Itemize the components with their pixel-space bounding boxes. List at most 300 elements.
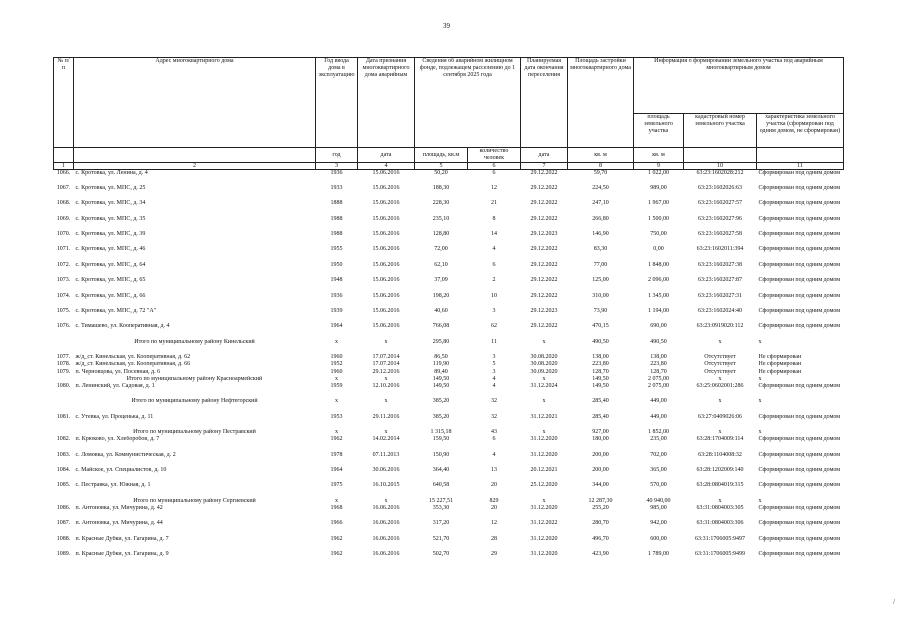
cell-addr: Итого по муниципальному району Нефтегорский: [131, 398, 258, 405]
cell-people: 4: [492, 375, 496, 382]
cell-cad: 63:23:1602027:58: [697, 231, 742, 238]
cell-year: х: [335, 338, 338, 345]
table-row: [54, 216, 844, 231]
cell-date: х: [384, 375, 388, 382]
cell-cad: 63:23:1602027:87: [697, 277, 742, 284]
cell-cad: Отсутствует: [704, 354, 736, 361]
cell-addr: с. Кротовка, ул. МПС, д. 65: [75, 277, 146, 284]
table-row: [54, 293, 844, 308]
cell-cad: х: [718, 375, 722, 382]
cell-cad: 63:23:0919020:112: [696, 323, 744, 330]
cell-plan: 31.12.2021: [530, 413, 558, 420]
cell-area: 15 227,51: [429, 497, 453, 504]
cell-addr: ж/д_ст. Кинельская, ул. Кооперативная, д. 66: [75, 361, 191, 368]
cell-people: 4: [492, 246, 496, 253]
cell-status: Не сформирован: [758, 361, 802, 368]
cell-n: 1082.: [56, 436, 71, 443]
cell-land: 989,00: [650, 184, 667, 191]
cell-n: 1067.: [56, 184, 71, 191]
cell-area: 198,20: [432, 292, 450, 299]
table-row: [54, 231, 844, 246]
cell-n: 1075.: [56, 308, 71, 315]
cell-addr: п. Антоновка, ул. Мичурина, д. 44: [75, 520, 163, 527]
cell-land: 138,00: [650, 354, 667, 361]
cell-plan: 30.08.2020: [530, 361, 558, 368]
cell-area: 364,40: [432, 467, 450, 474]
cell-people: 21: [491, 200, 497, 207]
table-total-row: [54, 429, 844, 436]
cell-date: 15.06.2016: [372, 200, 400, 207]
cell-status: х: [758, 338, 762, 345]
cell-people: 28: [491, 535, 497, 542]
cell-addr: п. Черновцова, ул. Посевная, д. 6: [75, 368, 161, 375]
cell-date: 29.12.2016: [372, 368, 400, 375]
cell-land: 2 075,00: [648, 375, 669, 382]
cell-land: 570,00: [650, 482, 667, 489]
cell-build: 224,50: [592, 184, 609, 191]
cell-plan: 29.12.2022: [530, 246, 558, 253]
cell-build: 12 287,30: [588, 497, 613, 504]
cell-plan: 31.12.2020: [530, 505, 558, 512]
cell-year: х: [335, 398, 338, 405]
cell-status: Сформирован под одним домом: [758, 215, 841, 222]
emergency-housing-table: [53, 57, 844, 567]
header-planned-date: Планируемая дата окончания переселения: [521, 58, 568, 148]
cell-year: 1888: [330, 200, 343, 207]
cell-year: 1953: [330, 413, 343, 420]
cell-area: 62,10: [434, 261, 448, 268]
cell-year: х: [335, 497, 338, 504]
cell-status: х: [758, 398, 762, 405]
cell-addr: п. Ленинский, ул. Садовая, д. 1: [75, 382, 155, 389]
cell-n: [54, 498, 74, 505]
cell-year: 1939: [330, 308, 343, 315]
cell-area: 128,80: [432, 231, 450, 238]
cell-addr: Итого по муниципальному району Пестравский: [133, 429, 256, 436]
header-num: № п/п: [54, 58, 74, 148]
cell-date: 17.07.2014: [372, 361, 400, 368]
cell-cad: 63:23:1602011:394: [696, 246, 744, 253]
cell-area: 119,90: [432, 361, 450, 368]
cell-area: 521,70: [432, 535, 450, 542]
cell-land: 235,00: [650, 436, 667, 443]
cell-land: 0,00: [653, 246, 664, 253]
corner-mark: /: [893, 598, 895, 606]
cell-people: 4: [492, 451, 496, 458]
cell-build: 470,15: [592, 323, 609, 330]
cell-people: 4: [492, 382, 496, 389]
header-emergency-info: Сведения об аварийном жилищном фонде, подлежащем расселению до 1 сентября 2025 года: [415, 58, 521, 148]
cell-n: 1084.: [56, 467, 71, 474]
cell-plan: х: [542, 497, 546, 504]
cell-cad: 63:23:1602027:31: [697, 292, 742, 299]
cell-area: 150,90: [432, 451, 450, 458]
cell-land: 690,00: [650, 323, 667, 330]
cell-area: 385,20: [432, 398, 450, 405]
column-number: 11: [757, 163, 844, 170]
cell-plan: 30.09.2020: [530, 368, 558, 375]
cell-status: Сформирован под одним домом: [758, 520, 841, 527]
cell-area: 1 315,18: [430, 429, 452, 436]
cell-build: 128,70: [592, 368, 609, 375]
column-number: 10: [684, 163, 757, 170]
header-recognition-date: Дата признания многоквартирного дома аварийным: [358, 58, 415, 148]
unit-cell: [74, 148, 316, 163]
cell-build: 423,90: [592, 551, 609, 558]
cell-plan: 29.12.2023: [530, 308, 558, 315]
cell-build: 77,00: [593, 261, 608, 268]
cell-date: 16.06.2016: [372, 520, 400, 527]
column-number: 6: [468, 163, 521, 170]
cell-people: 6: [492, 436, 496, 443]
cell-plan: 31.12.2020: [530, 551, 558, 558]
cell-addr: с. Кротовка, ул. МПС, д. 66: [75, 292, 146, 299]
cell-plan: 29.12.2022: [530, 170, 558, 176]
cell-status: Сформирован под одним домом: [758, 200, 841, 207]
unit-land-area: кв. м: [634, 148, 684, 163]
cell-addr: с. Кротовка, ул. МПС, д. 72 "А": [75, 308, 157, 315]
cell-status: Сформирован под одним домом: [758, 292, 841, 299]
cell-plan: 29.12.2022: [530, 200, 558, 207]
cell-year: 1964: [330, 467, 343, 474]
cell-year: 1960: [330, 354, 343, 361]
header-land-char: характеристика земельного участка (сформирован под одним домом, не сформирован): [757, 114, 844, 148]
cell-year: 1950: [330, 261, 343, 268]
cell-land: 1 500,00: [648, 215, 669, 222]
cell-area: 640,58: [432, 482, 450, 489]
cell-date: 14.02.2014: [372, 436, 400, 443]
column-number: 1: [54, 163, 74, 170]
table-row: [54, 354, 844, 361]
cell-people: 829: [489, 497, 499, 504]
header-cadastral: кадастровый номер земельного участка: [684, 114, 757, 148]
table-row: [54, 436, 844, 451]
cell-n: [54, 429, 74, 436]
cell-plan: 31.12.2020: [530, 535, 558, 542]
table-row: [54, 551, 844, 566]
cell-land: 449,00: [650, 398, 667, 405]
cell-people: 32: [491, 413, 497, 420]
cell-plan: х: [542, 375, 546, 382]
cell-land: 128,70: [650, 368, 667, 375]
table-row: [54, 200, 844, 215]
cell-date: 15.06.2016: [372, 215, 400, 222]
cell-status: Сформирован под одним домом: [758, 413, 841, 420]
cell-date: 15.06.2016: [372, 261, 400, 268]
cell-plan: 31.12.2020: [530, 451, 558, 458]
cell-cad: х: [718, 497, 722, 504]
cell-addr: с. Утевка, ул. Проценька, д. 11: [75, 413, 154, 420]
cell-date: х: [384, 429, 388, 436]
cell-addr: с. Кротовка, ул. Ленина, д. 4: [75, 170, 148, 176]
cell-addr: с. Кротовка, ул. МПС, д. 64: [75, 261, 146, 268]
cell-land: 942,00: [650, 520, 667, 527]
cell-status: Сформирован под одним домом: [758, 246, 841, 253]
cell-people: 43: [491, 429, 497, 436]
cell-date: 15.06.2016: [372, 323, 400, 330]
cell-addr: п. Антоновка, ул. Мичурина, д. 42: [75, 505, 163, 512]
cell-land: 1 848,00: [648, 261, 669, 268]
cell-people: 29: [491, 551, 497, 558]
cell-land: 600,00: [650, 535, 667, 542]
cell-n: 1068.: [56, 200, 71, 207]
cell-n: 1079.: [56, 368, 71, 375]
cell-year: 1936: [330, 170, 343, 176]
cell-area: 766,08: [432, 323, 450, 330]
cell-land: 365,00: [650, 467, 667, 474]
cell-date: х: [384, 338, 388, 345]
unit-build-area: кв. м: [568, 148, 634, 163]
cell-plan: х: [542, 429, 546, 436]
cell-build: 200,00: [592, 467, 609, 474]
cell-year: 1948: [330, 277, 343, 284]
cell-addr: п. Красные Дубки, ул. Гагарина, д. 9: [75, 551, 169, 558]
cell-year: 1936: [330, 292, 343, 299]
cell-cad: 63:31:0804003:306: [696, 520, 744, 527]
cell-n: 1085.: [56, 482, 71, 489]
cell-cad: 63:23:1602024:40: [697, 308, 742, 315]
cell-date: 15.06.2016: [372, 308, 400, 315]
cell-status: Сформирован под одним домом: [758, 436, 841, 443]
cell-people: 8: [492, 215, 496, 222]
table-row: [54, 536, 844, 551]
cell-people: 12: [491, 184, 497, 191]
table-total-row: [54, 498, 844, 505]
cell-n: 1074.: [56, 292, 71, 299]
cell-build: 138,00: [592, 354, 609, 361]
cell-plan: 31.12.2024: [530, 382, 558, 389]
cell-land: 449,00: [650, 413, 667, 420]
cell-plan: 20.12.2021: [530, 467, 558, 474]
cell-date: 29.11.2016: [372, 413, 400, 420]
cell-build: 255,20: [592, 505, 609, 512]
cell-status: Не сформирован: [758, 368, 802, 375]
cell-area: 353,30: [432, 505, 450, 512]
cell-year: 1959: [330, 382, 343, 389]
cell-cad: Отсутствует: [704, 361, 736, 368]
cell-addr: с. Тимашево, ул. Кооперативная, д. 4: [75, 323, 170, 330]
cell-date: 30.06.2016: [372, 467, 400, 474]
table-row: [54, 383, 844, 398]
cell-n: 1076.: [56, 323, 71, 330]
cell-year: 1962: [330, 551, 343, 558]
cell-area: 149,50: [432, 382, 450, 389]
cell-n: 1087.: [56, 520, 71, 527]
cell-year: 1975: [330, 482, 343, 489]
cell-addr: с. Кротовка, ул. МПС, д. 25: [75, 184, 146, 191]
table-row: [54, 505, 844, 520]
cell-land: 985,00: [650, 505, 667, 512]
cell-area: 235,10: [432, 215, 450, 222]
header-land-info: Информация о формировании земельного участка под аварийным многоквартирным домом: [634, 58, 844, 114]
cell-area: 40,60: [434, 308, 448, 315]
cell-year: 1988: [330, 215, 343, 222]
cell-land: 1 967,00: [648, 200, 669, 207]
cell-plan: 29.12.2022: [530, 292, 558, 299]
cell-year: 1955: [330, 246, 343, 253]
cell-people: 3: [492, 308, 496, 315]
cell-status: Сформирован под одним домом: [758, 170, 841, 176]
cell-date: 15.06.2016: [372, 277, 400, 284]
cell-year: 1962: [330, 535, 343, 542]
cell-date: 16.06.2016: [372, 505, 400, 512]
cell-n: 1078.: [56, 361, 71, 368]
table-row: [54, 262, 844, 277]
cell-year: х: [335, 375, 338, 382]
cell-status: х: [758, 429, 762, 436]
cell-plan: 30.08.2020: [530, 354, 558, 361]
cell-n: 1070.: [56, 231, 71, 238]
cell-status: Сформирован под одним домом: [758, 535, 841, 542]
cell-cad: 63:23:1602027:38: [697, 261, 742, 268]
cell-build: 146,90: [592, 231, 609, 238]
cell-plan: 29.12.2022: [530, 261, 558, 268]
cell-area: 295,80: [432, 338, 450, 345]
cell-cad: 63:28:1104008:32: [698, 451, 742, 458]
cell-land: 223,80: [650, 361, 667, 368]
cell-land: 1 789,00: [648, 551, 669, 558]
unit-cell: [54, 148, 74, 163]
cell-status: Сформирован под одним домом: [758, 505, 841, 512]
cell-area: 188,30: [432, 184, 450, 191]
cell-n: 1081.: [56, 413, 71, 420]
cell-area: 385,20: [432, 413, 450, 420]
column-number: 7: [521, 163, 568, 170]
cell-year: х: [335, 429, 338, 436]
cell-people: 10: [491, 292, 497, 299]
cell-status: Сформирован под одним домом: [758, 308, 841, 315]
table-total-row: [54, 376, 844, 383]
cell-cad: 63:23:1602028:212: [696, 170, 744, 176]
cell-cad: х: [718, 338, 722, 345]
cell-area: 89,40: [434, 368, 448, 375]
cell-addr: с. Кротовка, ул. МПС, д. 35: [75, 215, 146, 222]
table-row: [54, 482, 844, 497]
cell-status: Сформирован под одним домом: [758, 551, 841, 558]
cell-addr: с. Ломовка, ул. Коммунистическая, д. 2: [75, 451, 176, 458]
cell-build: 180,00: [592, 436, 609, 443]
cell-year: 1960: [330, 368, 343, 375]
cell-land: 40 940,00: [646, 497, 671, 504]
column-number: 8: [568, 163, 634, 170]
table-row: [54, 414, 844, 429]
cell-n: 1089.: [56, 551, 71, 558]
column-number: 5: [415, 163, 468, 170]
cell-land: 2 075,00: [648, 382, 669, 389]
cell-cad: 63:31:0804003:305: [696, 505, 744, 512]
cell-status: Сформирован под одним домом: [758, 382, 841, 389]
cell-build: 310,00: [592, 292, 609, 299]
cell-status: Сформирован под одним домом: [758, 277, 841, 284]
cell-area: 502,70: [432, 551, 450, 558]
table-row: [54, 361, 844, 368]
cell-build: 149,50: [592, 375, 609, 382]
cell-cad: 63:27:0409026:06: [697, 413, 742, 420]
cell-area: 50,20: [434, 170, 448, 176]
cell-addr: п. Крюково, ул. Хлеборобов, д. 7: [75, 436, 160, 443]
unit-plan-date: дата: [521, 148, 568, 163]
cell-n: [54, 376, 74, 383]
cell-n: 1066.: [56, 170, 71, 176]
cell-status: Сформирован под одним домом: [758, 482, 841, 489]
unit-people: количество человек: [468, 148, 521, 163]
cell-status: Не сформирован: [758, 354, 802, 361]
cell-build: 927,00: [592, 429, 609, 436]
cell-plan: 29.12.2022: [530, 215, 558, 222]
cell-addr: Итого по муниципальному району Кинельский: [134, 338, 255, 345]
cell-land: 1 194,00: [648, 308, 669, 315]
table-total-row: [54, 398, 844, 413]
cell-people: 3: [492, 368, 496, 375]
cell-people: 12: [491, 520, 497, 527]
cell-land: 750,00: [650, 231, 667, 238]
column-number: 3: [316, 163, 358, 170]
cell-date: 16.06.2016: [372, 551, 400, 558]
table-row: [54, 369, 844, 376]
header-building-area: Площадь застройки многоквартирного дома: [568, 58, 634, 148]
cell-build: 223,80: [592, 361, 609, 368]
cell-n: 1080.: [56, 382, 71, 389]
cell-area: 86,50: [434, 354, 448, 361]
cell-cad: 63:23:1602027:96: [697, 215, 742, 222]
cell-date: 15.06.2016: [372, 231, 400, 238]
cell-date: 15.06.2016: [372, 292, 400, 299]
table-row: [54, 452, 844, 467]
cell-plan: 29.12.2022: [530, 277, 558, 284]
table-total-row: [54, 339, 844, 354]
cell-plan: 29.12.2023: [530, 231, 558, 238]
cell-status: Сформирован под одним домом: [758, 261, 841, 268]
cell-people: 6: [492, 261, 496, 268]
cell-people: 32: [491, 398, 497, 405]
cell-year: 1978: [330, 451, 343, 458]
table-row: [54, 185, 844, 200]
cell-people: 20: [491, 482, 497, 489]
cell-people: 3: [492, 354, 496, 361]
cell-build: 200,00: [592, 451, 609, 458]
cell-n: [54, 339, 74, 354]
cell-n: 1073.: [56, 277, 71, 284]
table-row: [54, 170, 844, 185]
cell-area: 159,50: [432, 436, 450, 443]
cell-date: 16.10.2015: [372, 482, 400, 489]
cell-date: 07.11.2013: [372, 451, 400, 458]
cell-date: 15.06.2016: [372, 184, 400, 191]
cell-area: 72,00: [434, 246, 448, 253]
cell-build: 125,00: [592, 277, 609, 284]
cell-people: 62: [491, 323, 497, 330]
cell-cad: Отсутствует: [704, 368, 736, 375]
cell-land: 1 345,00: [648, 292, 669, 299]
cell-date: х: [384, 497, 388, 504]
cell-build: 285,40: [592, 398, 609, 405]
cell-people: 13: [491, 467, 497, 474]
cell-cad: 63:31:1706005:9499: [694, 551, 745, 558]
page-number: 39: [443, 22, 450, 30]
cell-date: 16.06.2016: [372, 535, 400, 542]
cell-build: 83,30: [593, 246, 608, 253]
cell-addr: Итого по муниципальному району Красноармейский: [126, 375, 263, 382]
cell-status: Сформирован под одним домом: [758, 184, 841, 191]
cell-addr: с. Пестравка, ул. Южная, д. 1: [75, 482, 151, 489]
unit-year: год: [316, 148, 358, 163]
cell-build: 285,40: [592, 413, 609, 420]
cell-status: х: [758, 375, 762, 382]
column-number: 2: [74, 163, 316, 170]
column-number: 4: [358, 163, 415, 170]
cell-year: 1952: [330, 361, 343, 368]
cell-land: 1 852,00: [648, 429, 669, 436]
